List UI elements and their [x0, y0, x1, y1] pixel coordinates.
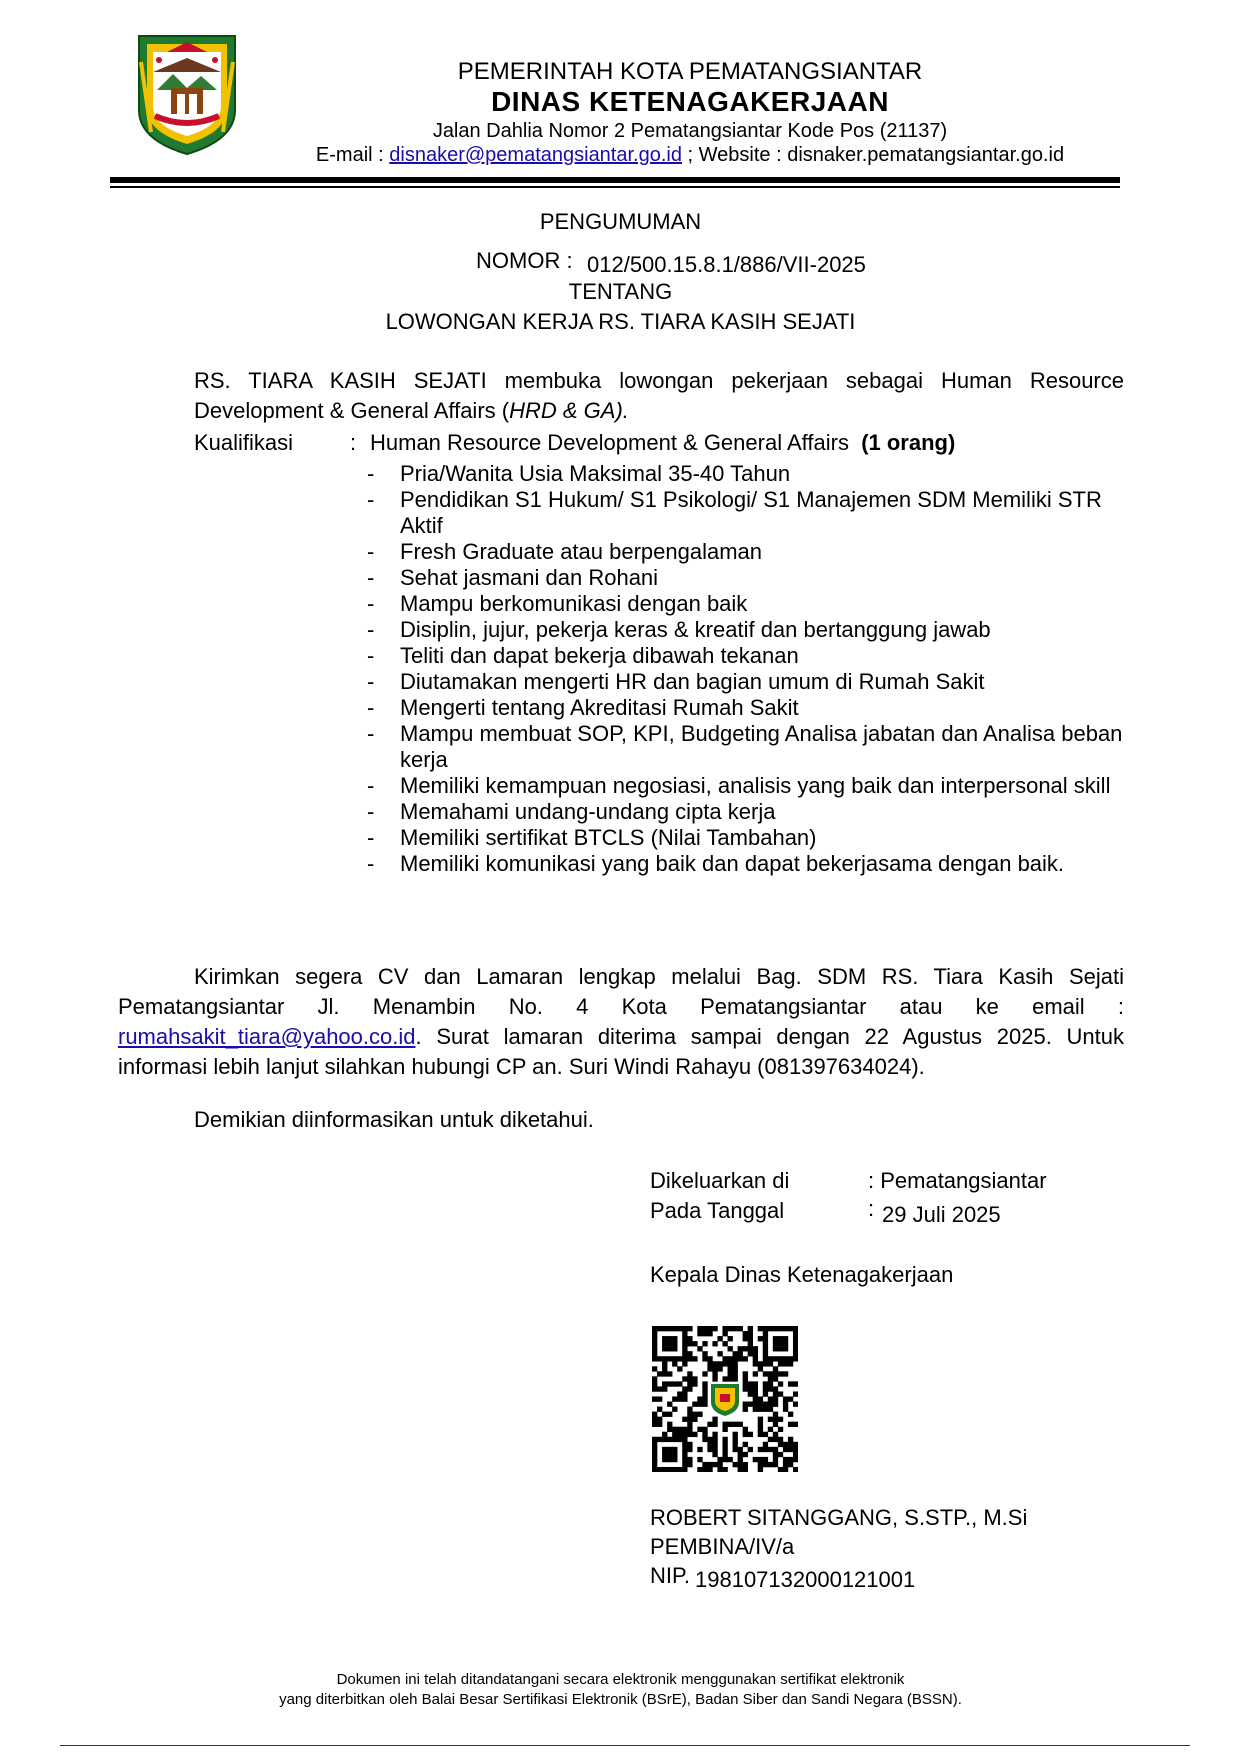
qualification-label: Kualifikasi: [194, 430, 294, 455]
nomor-value: 012/500.15.8.1/886/VII-2025: [587, 252, 866, 277]
signer-position: Kepala Dinas Ketenagakerjaan: [650, 1262, 954, 1287]
list-item: - Memiliki sertifikat BTCLS (Nilai Tambahan): [367, 825, 1127, 851]
contact-line: [240, 144, 1140, 167]
list-item: - Pria/Wanita Usia Maksimal 35-40 Tahun: [367, 461, 1127, 487]
signer-rank: PEMBINA/IV/a: [650, 1534, 795, 1559]
header-rule-thick: [110, 177, 1120, 183]
closing-sentence: Demikian diinformasikan untuk diketahui.: [194, 1107, 594, 1132]
nip-value: 198107132000121001: [695, 1567, 916, 1592]
application-text-2: . Surat lamaran diterima sampai dengan 22 Agustus 2025. Untuk informasi lebih lanjut silahkan hubungi CP an. Suri Windi Rahayu (081397634024).: [118, 1024, 1124, 1079]
header-rule-thin: [110, 186, 1120, 188]
website-label: ; Website :: [681, 144, 788, 166]
issued-label: Dikeluarkan di: [650, 1168, 790, 1193]
gov-name: PEMERINTAH KOTA PEMATANGSIANTAR: [457, 58, 923, 85]
qualification-position: [370, 428, 955, 458]
footer-line-1: Dokumen ini telah ditandatangani secara elektronik menggunakan sertifikat elektronik: [336, 1671, 905, 1688]
agency-name: DINAS KETENAGAKERJAAN: [491, 86, 889, 117]
tentang-label: TENTANG: [568, 279, 673, 304]
list-item: - Mengerti tentang Akreditasi Rumah Sakit: [367, 695, 1127, 721]
application-paragraph: [118, 962, 1124, 1082]
date-label: Pada Tanggal: [650, 1198, 785, 1223]
issued-date: 29 Juli 2025: [882, 1202, 1001, 1227]
intro-abbrev: HRD & GA).: [509, 398, 629, 423]
list-item: - Mampu membuat SOP, KPI, Budgeting Analisa jabatan dan Analisa beban kerja: [367, 721, 1127, 773]
issued-place: : Pematangsiantar: [868, 1168, 1047, 1193]
nip-label: NIP.: [650, 1563, 690, 1588]
city-emblem-icon: [133, 32, 241, 156]
intro-paragraph: [194, 366, 1124, 426]
list-item: - Memiliki komunikasi yang baik dan dapat bekerjasama dengan baik.: [367, 851, 1127, 877]
list-item: - Disiplin, jujur, pekerja keras & kreatif dan bertanggung jawab: [367, 617, 1127, 643]
qualification-list: [367, 461, 1127, 877]
list-item: - Mampu berkomunikasi dengan baik: [367, 591, 1127, 617]
signer-name: ROBERT SITANGGANG, S.STP., M.Si: [650, 1505, 1028, 1530]
list-item: - Teliti dan dapat bekerja dibawah tekanan: [367, 643, 1127, 669]
date-colon: :: [868, 1196, 875, 1221]
list-item: - Memahami undang-undang cipta kerja: [367, 799, 1127, 825]
list-item: - Memiliki kemampuan negosiasi, analisis yang baik dan interpersonal skill: [367, 773, 1127, 799]
hospital-email-link[interactable]: rumahsakit_tiara@yahoo.co.id: [118, 1024, 416, 1049]
position-title: Human Resource Development & General Affairs: [370, 430, 849, 455]
doc-title: PENGUMUMAN: [539, 209, 702, 234]
application-text-1: Kirimkan segera CV dan Lamaran lengkap melalui Bag. SDM RS. Tiara Kasih Sejati Pematangsiantar Jl. Menambin No. 4 Kota Pematangsiantar atau ke email :: [118, 964, 1124, 1019]
nomor-label: NOMOR :: [476, 248, 573, 273]
qr-code-icon: [652, 1326, 798, 1472]
list-item: - Sehat jasmani dan Rohani: [367, 565, 1127, 591]
footer-rule: [60, 1745, 1190, 1746]
intro-text: RS. TIARA KASIH SEJATI membuka lowongan pekerjaan sebagai Human Resource Development & General Affairs (: [194, 368, 1124, 423]
doc-subject: LOWONGAN KERJA RS. TIARA KASIH SEJATI: [385, 309, 856, 334]
qualification-colon: :: [350, 430, 357, 455]
city-logo: [133, 32, 241, 156]
footer-line-2: yang diterbitkan oleh Balai Besar Sertifikasi Elektronik (BSrE), Badan Siber dan Sandi Negara (BSSN).: [279, 1691, 962, 1708]
agency-email-link[interactable]: disnaker@pematangsiantar.go.id: [389, 144, 682, 166]
list-item: - Fresh Graduate atau berpengalaman: [367, 539, 1127, 565]
agency-website: disnaker.pematangsiantar.go.id: [787, 144, 1065, 166]
list-item: - Diutamakan mengerti HR dan bagian umum di Rumah Sakit: [367, 669, 1127, 695]
list-item: - Pendidikan S1 Hukum/ S1 Psikologi/ S1 Manajemen SDM Memiliki STR Aktif: [367, 487, 1127, 539]
agency-address: Jalan Dahlia Nomor 2 Pematangsiantar Kode Pos (21137): [432, 120, 948, 142]
position-count: (1 orang): [861, 430, 956, 455]
qr-code: [652, 1326, 798, 1472]
email-label: E-mail :: [315, 144, 390, 166]
